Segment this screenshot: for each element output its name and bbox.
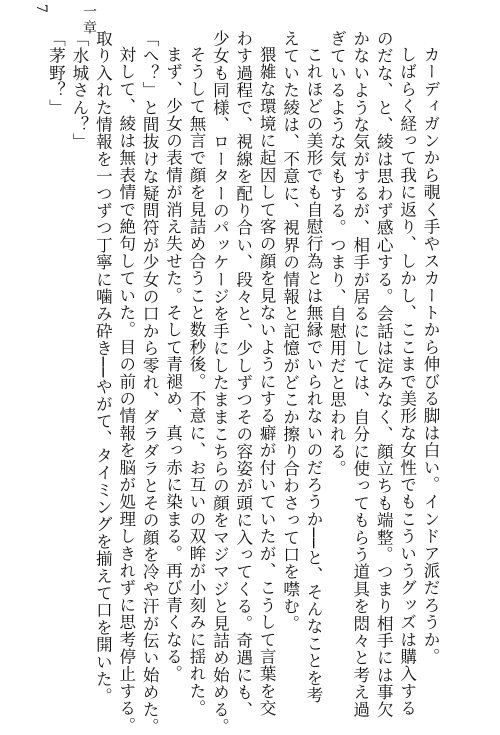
text-line: これほどの美形でも自慰行為とは無縁でいられないのだろうか──と、そんなことを考 [303,46,323,704]
dialogue-line: 「水城さん？」 [69,30,89,151]
text-line: 「へ？」と間抜けな疑問符が少女の口から零れ、ダラダラとその顔を冷や汗が伝い始めた。 [140,30,160,735]
text-line: しばらく経って我に返り、しかし、ここまで美形な女性でもこういうグッズは購入する [397,46,417,717]
text-line: のだな、と、綾は思わず感心する。会話は淀みなく、顔立ちも端整。つまり相手には事欠 [374,30,394,718]
dialogue-line: 「茅野？」 [46,30,66,116]
text-line: 猥雑な環境に起因して客の顔を見ないようにする癖が付いていたが、こうして言葉を交 [257,46,277,717]
text-line: えていた綾は、不意に、視界の情報と記憶がどこか擦り合わさって口を噤む。 [280,30,300,632]
text-line: わす過程で、視線を配り合い、段々と、少しずつその容姿が頭に入ってくる。奇遇にも、 [233,30,253,718]
chapter-title: 一章 [81,4,97,36]
text-line: カーディガンから覗く手やスカートから伸びる脚は白い。インドア派だろうか。 [421,46,440,666]
text-line: そうして無言で顔を見詰め合うこと数秒後。不意に、お互いの双眸が小刻みに揺れた。 [186,46,206,717]
text-line: 少女も同様、ローターのパッケージを手にしたままこちらの顔をマジマジと見詰め始める。 [210,30,230,735]
text-line: 対して、綾は無表情で絶句していた。目の前の情報を脳が処理しきれずに思考停止する。 [116,46,136,734]
text-line: かないような気がするが、相手が居るにしては、自分に使ってもらう道具を悶々と考え過 [350,30,370,718]
text-line: まず、少女の表情が消え失せた。そして青褪め、真っ赤に染まる。再び青くなる。 [163,46,183,683]
text-line: 取り入れた情報を一つずつ丁寧に噛み砕き──やがて、タイミングを揃えて口を開いた。 [93,30,113,705]
body-text [46,30,442,735]
page-number: 7 [33,4,49,13]
text-line: ぎているような気もする。つまり、自慰用だと思われる。 [327,30,347,478]
